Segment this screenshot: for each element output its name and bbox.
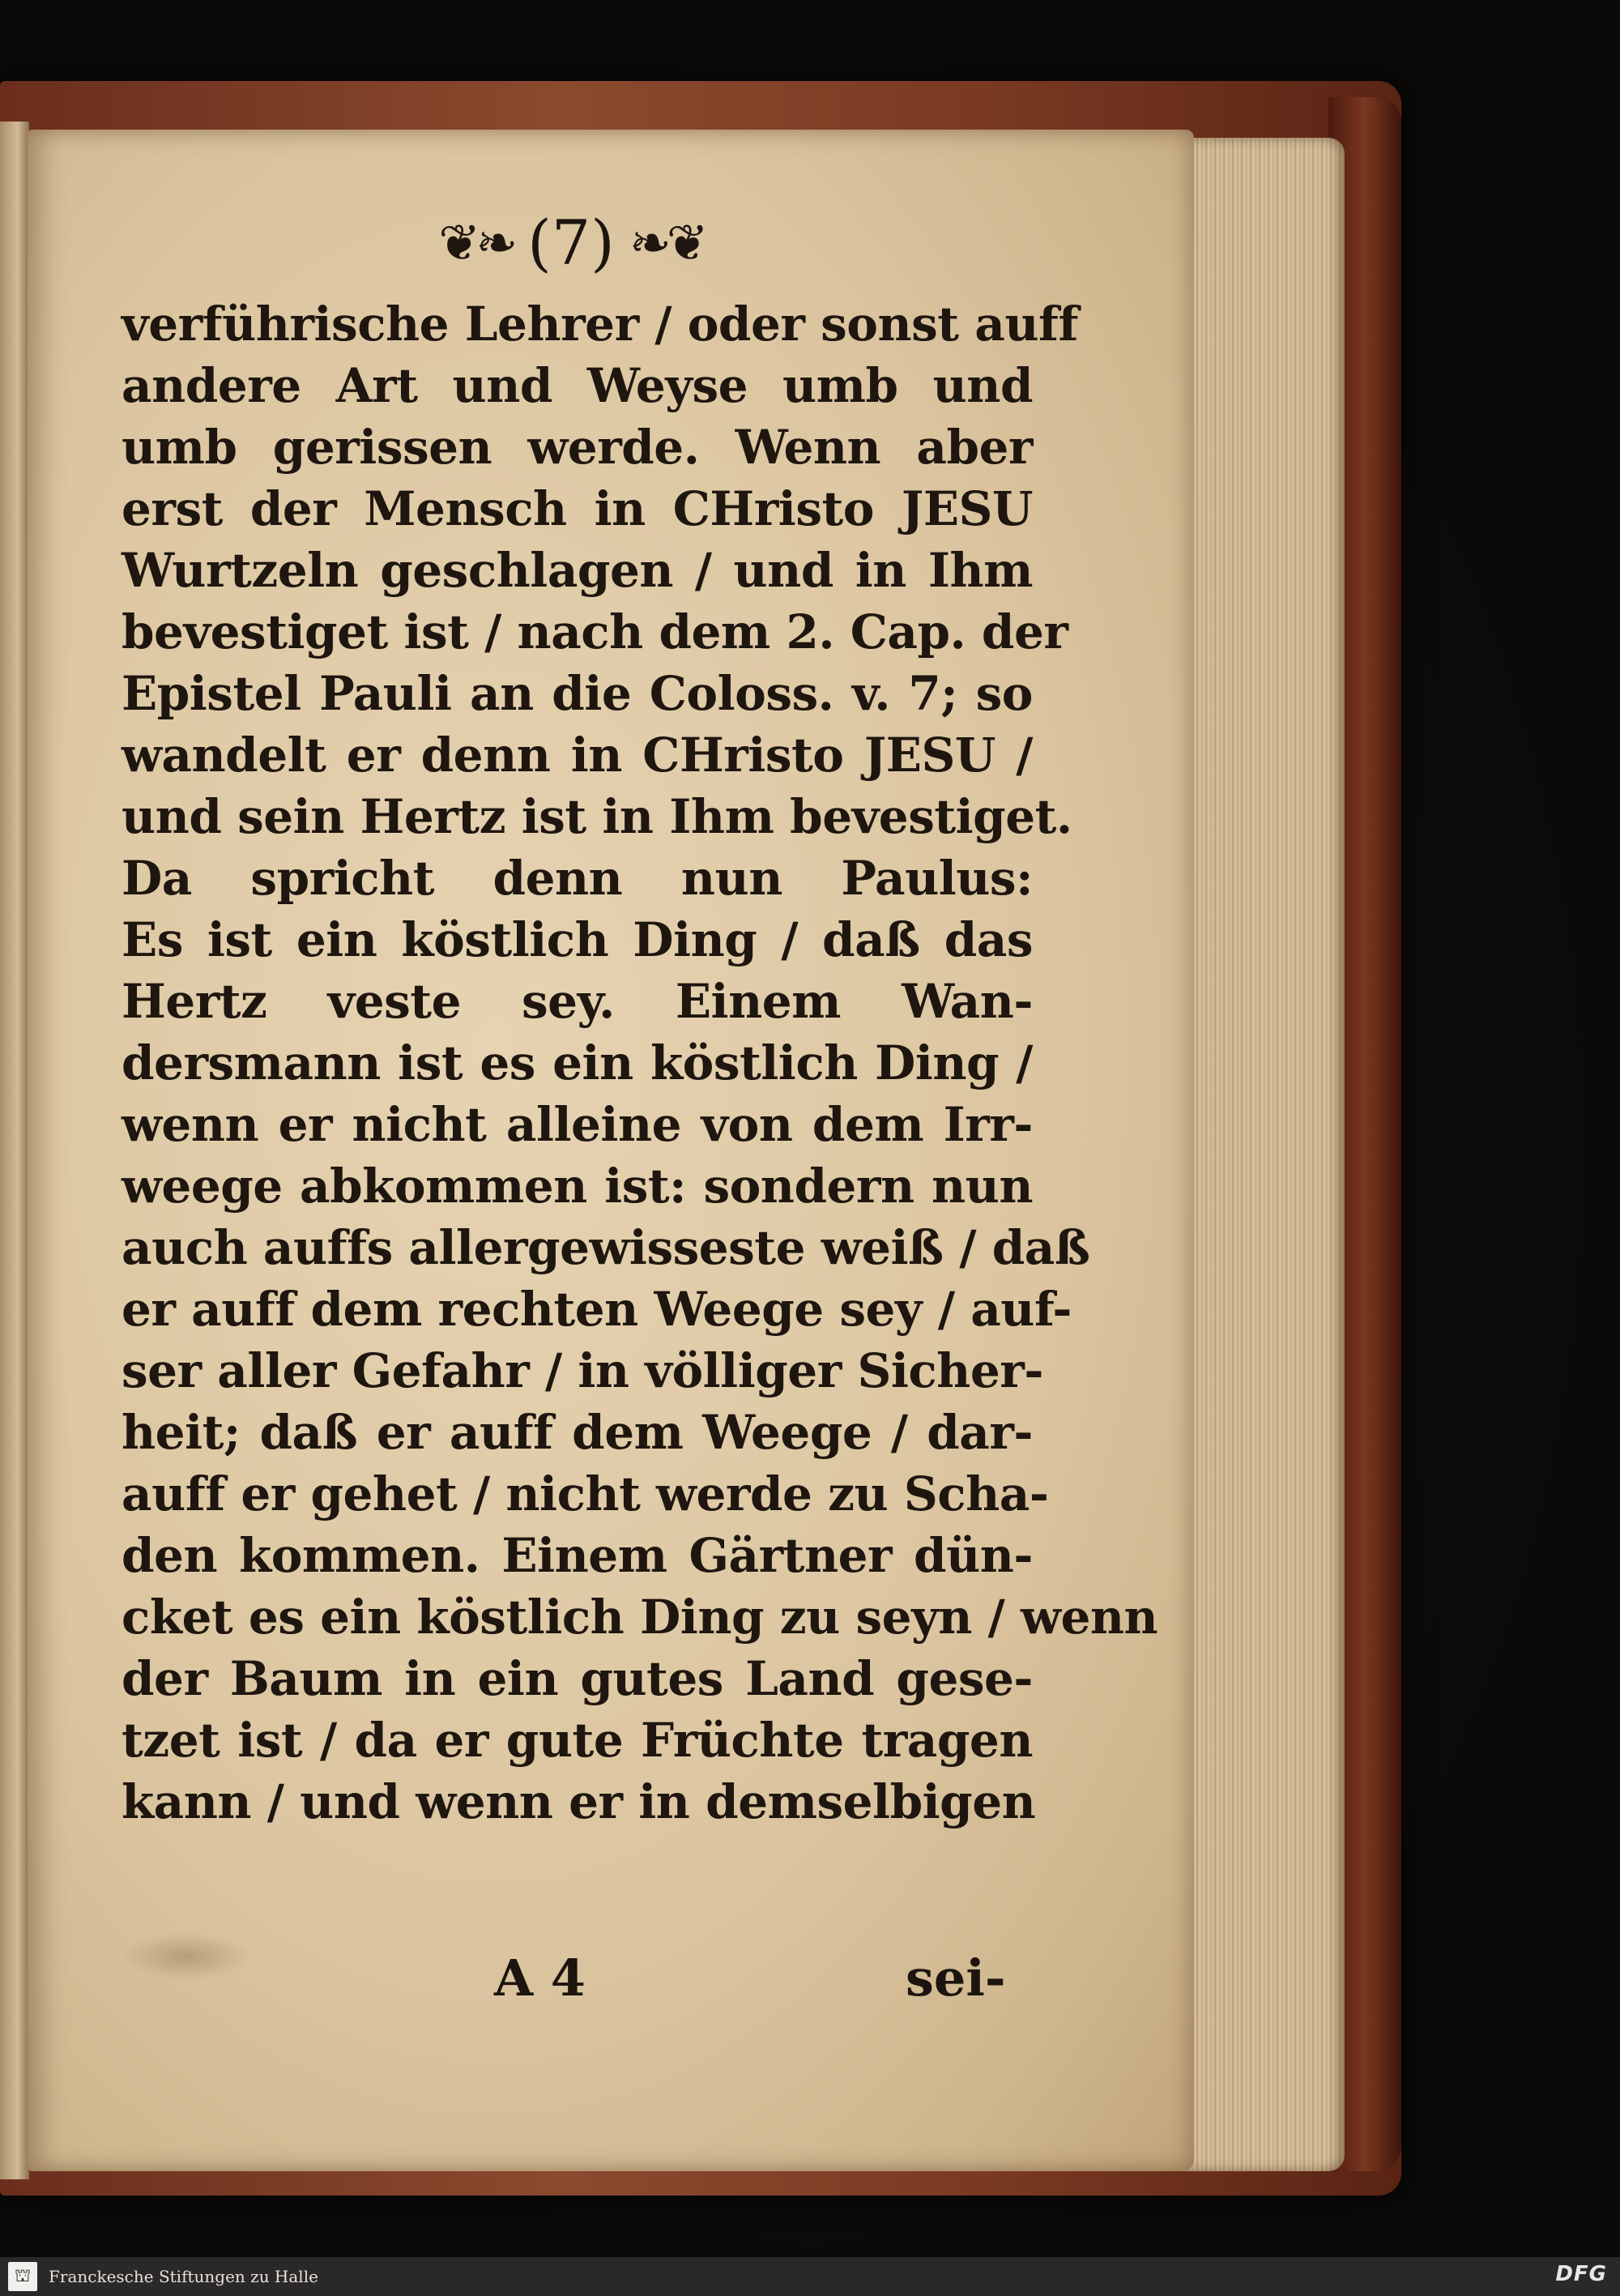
text-line: Epistel Pauli an die Coloss. v. 7; so <box>122 666 1033 721</box>
text-line: cket es ein köstlich Ding zu seyn / wenn <box>122 1590 1158 1645</box>
text-line: der Baum in ein gutes Land gese- <box>122 1651 1033 1706</box>
text-line: erst der Mensch in CHristo JESU <box>122 481 1033 536</box>
building-icon: ⛫ <box>8 2262 37 2291</box>
text-line: er auff dem rechten Weege sey / auf- <box>122 1282 1072 1337</box>
page-number: (7) <box>527 207 615 279</box>
fleuron-left-icon: ❦❧ <box>438 213 514 272</box>
text-line: wandelt er denn in CHristo JESU / <box>122 728 1033 783</box>
funder-logo: DFG <box>1555 2262 1607 2286</box>
institution-name: Franckesche Stiftungen zu Halle <box>49 2267 318 2286</box>
text-line: Da spricht denn nun Paulus: <box>122 851 1033 906</box>
text-line: dersmann ist es ein köstlich Ding / <box>122 1035 1033 1090</box>
text-line: auff er gehet / nicht werde zu Scha- <box>122 1466 1049 1521</box>
body-text <box>122 293 1158 1954</box>
page-header <box>397 207 745 280</box>
text-line: Es ist ein köstlich Ding / daß das <box>122 912 1033 967</box>
text-line: bevestiget ist / nach dem 2. Cap. der <box>122 604 1068 659</box>
text-line: tzet ist / da er gute Früchte tragen <box>122 1713 1033 1768</box>
text-line: verführische Lehrer / oder sonst auff <box>122 297 1078 352</box>
attribution-bar <box>0 2257 1620 2296</box>
text-line: und sein Hertz ist in Ihm bevestiget. <box>122 789 1072 844</box>
left-page-edge <box>0 122 29 2179</box>
signature-mark: A 4 <box>494 1948 586 2008</box>
ink-show-through <box>122 1932 251 1981</box>
text-line: wenn er nicht alleine von dem Irr- <box>122 1097 1033 1152</box>
text-line: andere Art und Weyse umb und <box>122 358 1033 413</box>
text-line: Wurtzeln geschlagen / und in Ihm <box>122 543 1033 598</box>
text-line: den kommen. Einem Gärtner dün- <box>122 1528 1033 1583</box>
text-line: umb gerissen werde. Wenn aber <box>122 420 1033 475</box>
text-line: ser aller Gefahr / in völliger Sicher- <box>122 1343 1043 1398</box>
fleuron-right-icon: ❧❦ <box>629 213 704 272</box>
text-line: heit; daß er auff dem Weege / dar- <box>122 1405 1033 1460</box>
text-line: weege abkommen ist: sondern nun <box>122 1159 1033 1214</box>
catchword: sei- <box>906 1948 1006 2008</box>
text-line: auch auffs allergewisseste weiß / daß <box>122 1220 1090 1275</box>
text-line: Hertz veste sey. Einem Wan- <box>122 974 1033 1029</box>
text-line: kann / und wenn er in demselbigen <box>122 1774 1036 1829</box>
